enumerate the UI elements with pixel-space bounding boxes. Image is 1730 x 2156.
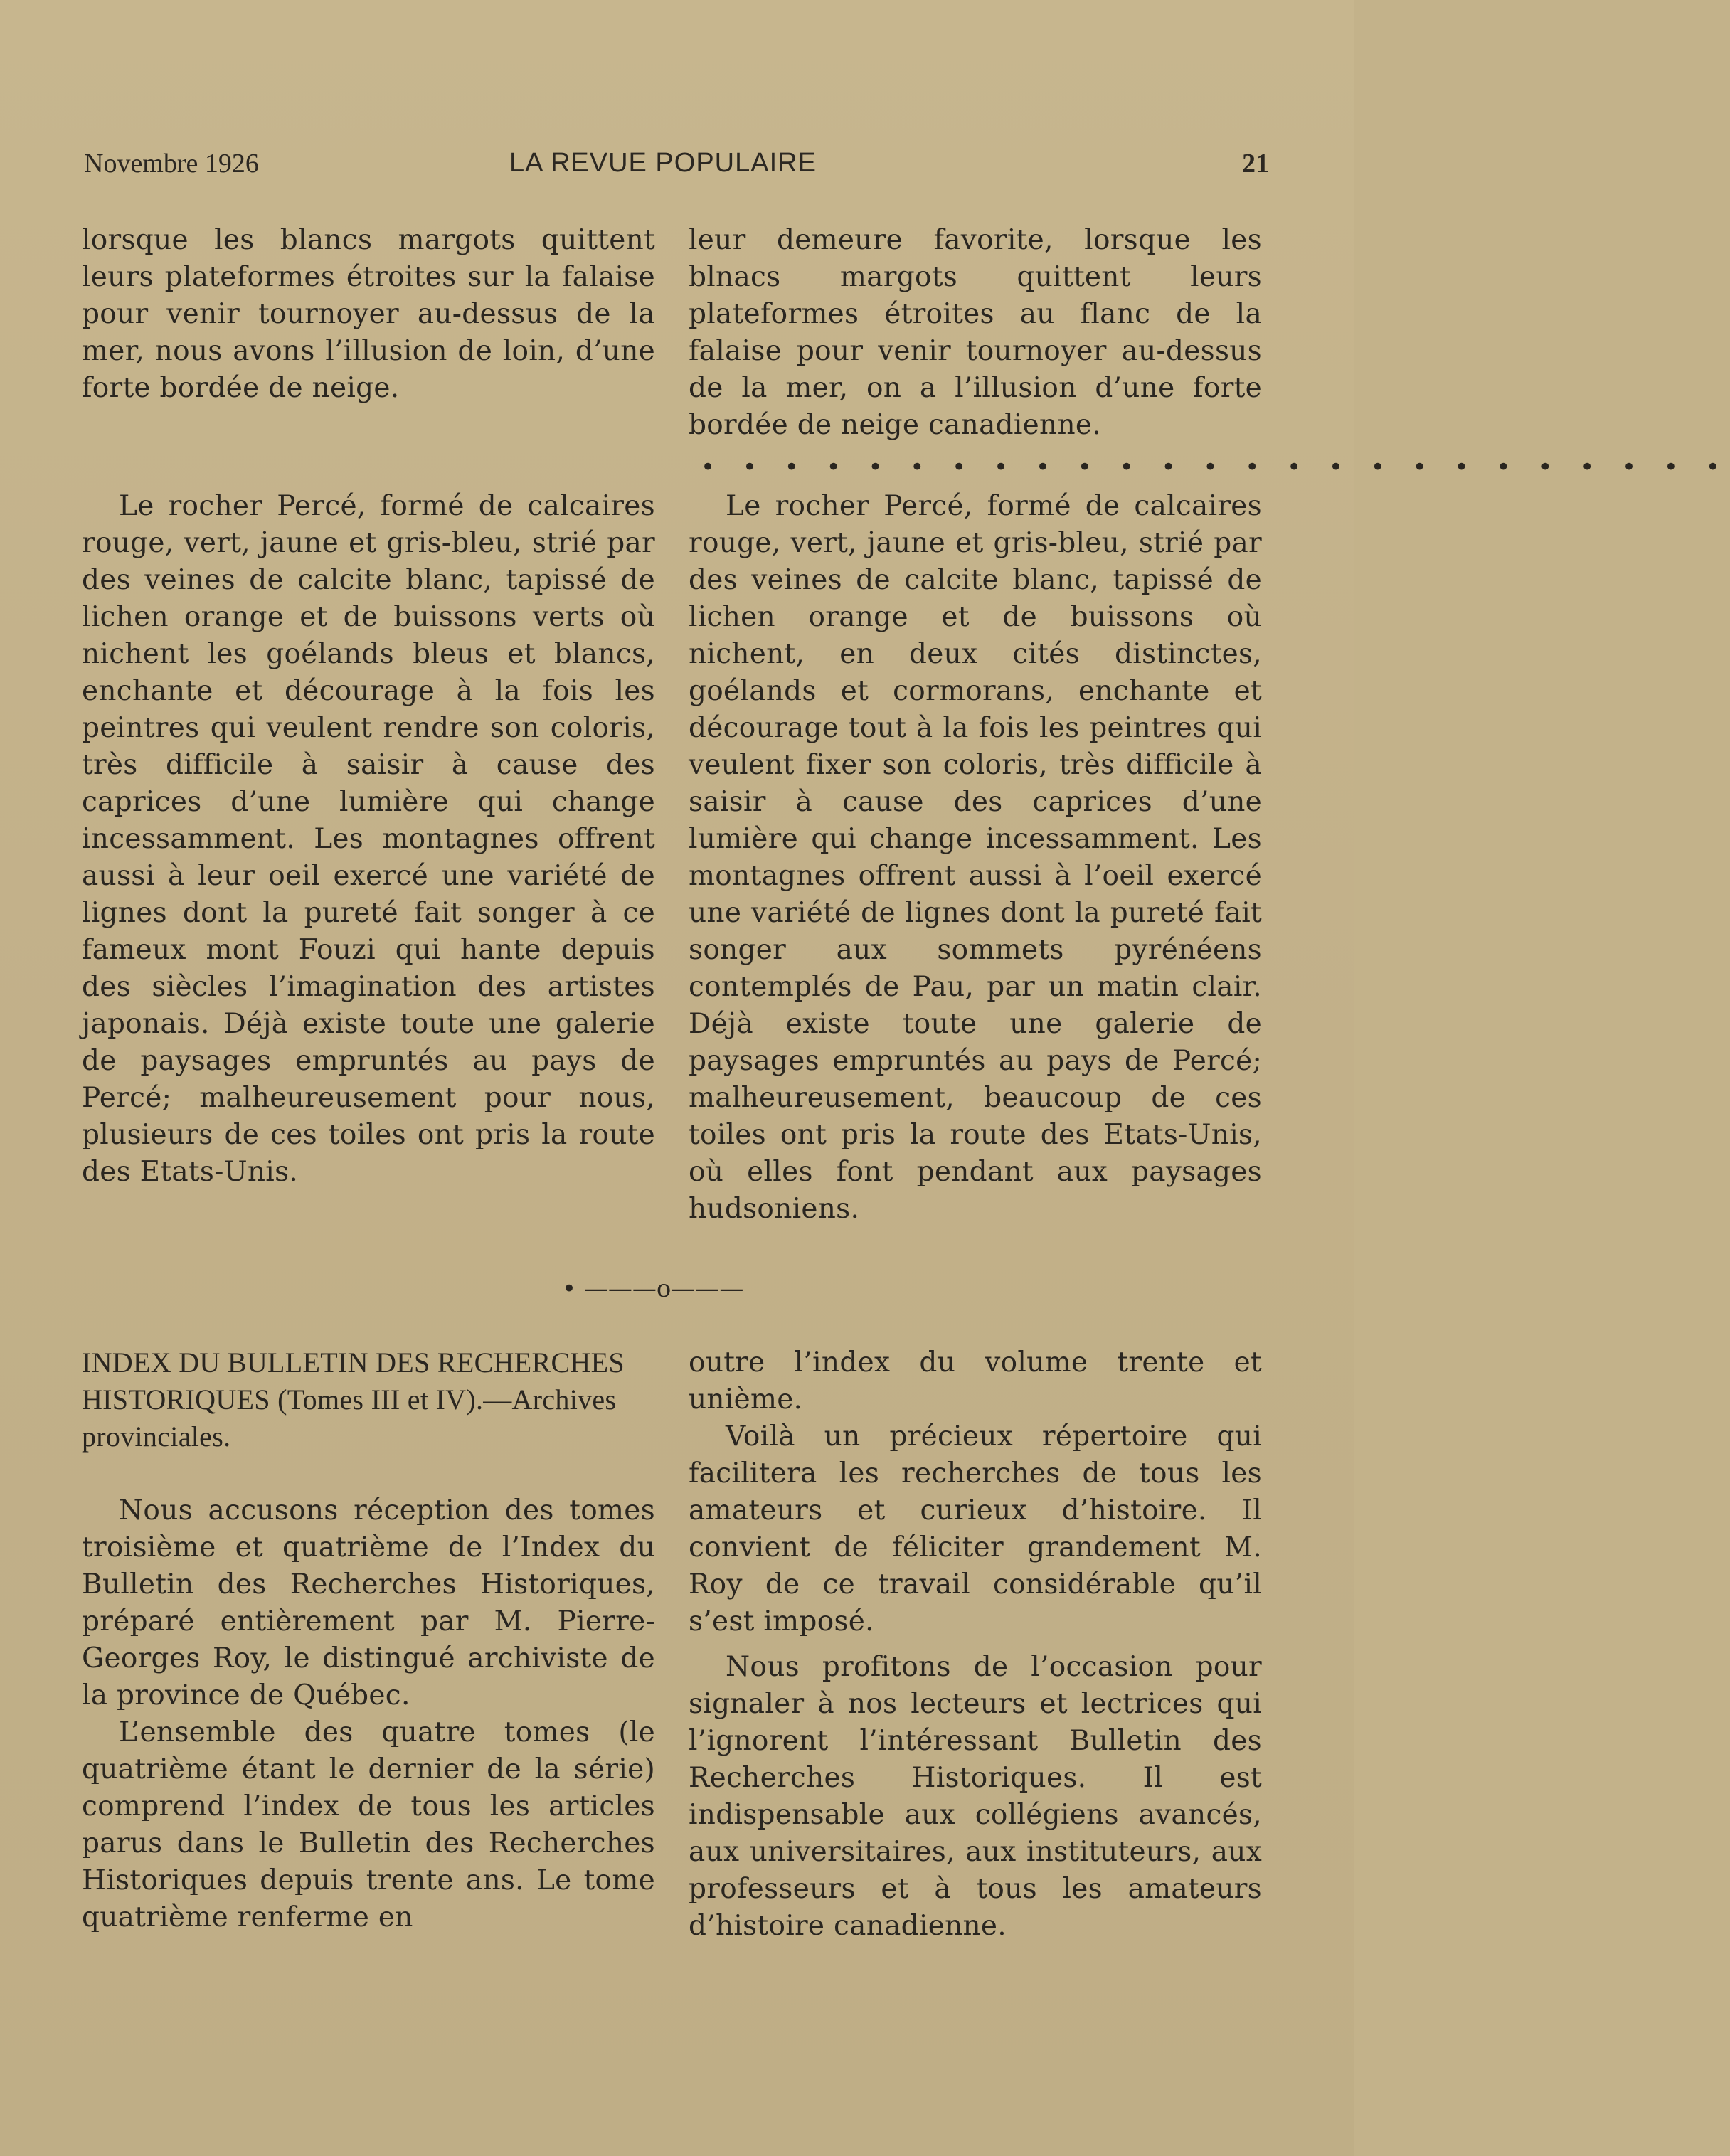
index-heading: INDEX DU BULLETIN DES RECHERCHES HISTORIQUES (Tomes III et IV).—Archives provinciales. bbox=[82, 1347, 625, 1453]
left-column-middle bbox=[82, 488, 655, 1191]
header-date: Novembre 1926 bbox=[84, 149, 259, 179]
index-left-paragraph-2: L’ensemble des quatre tomes (le quatrième étant le dernier de la série) comprend l’index de tous les articles parus dans le Bulletin des Recherches Historiques depuis trente ans. Le tome quatrième renferme en bbox=[82, 1716, 655, 1933]
left-paragraph-1: lorsque les blancs margots quittent leurs plateformes étroites sur la falaise pour venir tournoyer au-dessus de la mer, nous avons l’illusion de loin, d’une forte bordée de neige. bbox=[82, 224, 655, 404]
index-right-paragraph-2: Voilà un précieux répertoire qui facilitera les recherches de tous les amateurs et curieux d’histoire. Il convient de féliciter grandement M. Roy de ce travail considérable qu’il s’est imposé. bbox=[689, 1420, 1262, 1637]
page-number: 21 bbox=[1242, 149, 1269, 179]
right-column-upper bbox=[689, 222, 1262, 444]
left-paragraph-2: Le rocher Percé, formé de calcaires rouge, vert, jaune et gris-bleu, strié par des veines de calcite blanc, tapissé de lichen orange et de buissons verts où nichent les goélands bleus et blancs, enchante et décourage à la fois les peintres qui veulent rendre son coloris, très difficile à saisir à cause des caprices d’une lumière qui change incessamment. Les montagnes offrent aussi à leur oeil exercé une variété de lignes dont la pureté fait songer à ce fameux mont Fouzi qui hante depuis des siècles l’imagination des artistes japonais. Déjà existe toute une galerie de paysages empruntés au pays de Percé; malheureusement pour nous, plusieurs de ces toiles ont pris la route des Etats-Unis. bbox=[82, 490, 655, 1188]
index-right-paragraph-1: outre l’index du volume trente et unième. bbox=[689, 1347, 1262, 1416]
index-left-paragraph-1: Nous accusons réception des tomes troisième et quatrième de l’Index du Bulletin des Recherches Historiques, préparé entièrement par M. Pierre-Georges Roy, le distingué archiviste de la province de Québec. bbox=[82, 1494, 655, 1711]
index-right-column bbox=[689, 1344, 1262, 1945]
index-right-paragraph-3: Nous profitons de l’occasion pour signaler à nos lecteurs et lectrices qui l’ignorent l’intéressant Bulletin des Recherches Historiques. Il est indispensable aux collégiens avancés, aux universitaires, aux instituteurs, aux professeurs et à tous les amateurs d’histoire canadienne. bbox=[689, 1651, 1262, 1942]
right-paragraph-2: Le rocher Percé, formé de calcaires rouge, vert, jaune et gris-bleu, strié par des veines de calcite blanc, tapissé de lichen orange et de buissons où nichent, en deux cités distinctes, goélands et cormorans, enchante et décourage tout à la fois les peintres qui veulent fixer son coloris, très difficile à saisir à cause des caprices d’une lumière qui change incessamment. Les montagnes offrent aussi à l’oeil exercé une variété de lignes dont la pureté fait songer aux sommets pyrénéens contemplés de Pau, par un matin clair. Déjà existe toute une galerie de paysages empruntés au pays de Percé; malheureusement, beaucoup de ces toiles ont pris la route des Etats-Unis, où elles font pendant aux paysages hudsoniens. bbox=[689, 490, 1262, 1225]
left-column-upper bbox=[82, 222, 655, 407]
section-divider: • ———o——— bbox=[562, 1275, 744, 1303]
index-left-column bbox=[82, 1344, 655, 1936]
right-column-middle bbox=[689, 488, 1262, 1228]
dotted-separator: • • • • • • • • • • • • • • • • • • • • • • • • • bbox=[701, 453, 1730, 482]
right-paragraph-1: leur demeure favorite, lorsque les blnacs margots quittent leurs plateformes étroites au flanc de la falaise pour venir tournoyer au-dessus de la mer, on a l’illusion d’une forte bordée de neige canadienne. bbox=[689, 224, 1262, 441]
page-header bbox=[84, 148, 1269, 191]
header-title: LA REVUE POPULAIRE bbox=[509, 148, 817, 178]
